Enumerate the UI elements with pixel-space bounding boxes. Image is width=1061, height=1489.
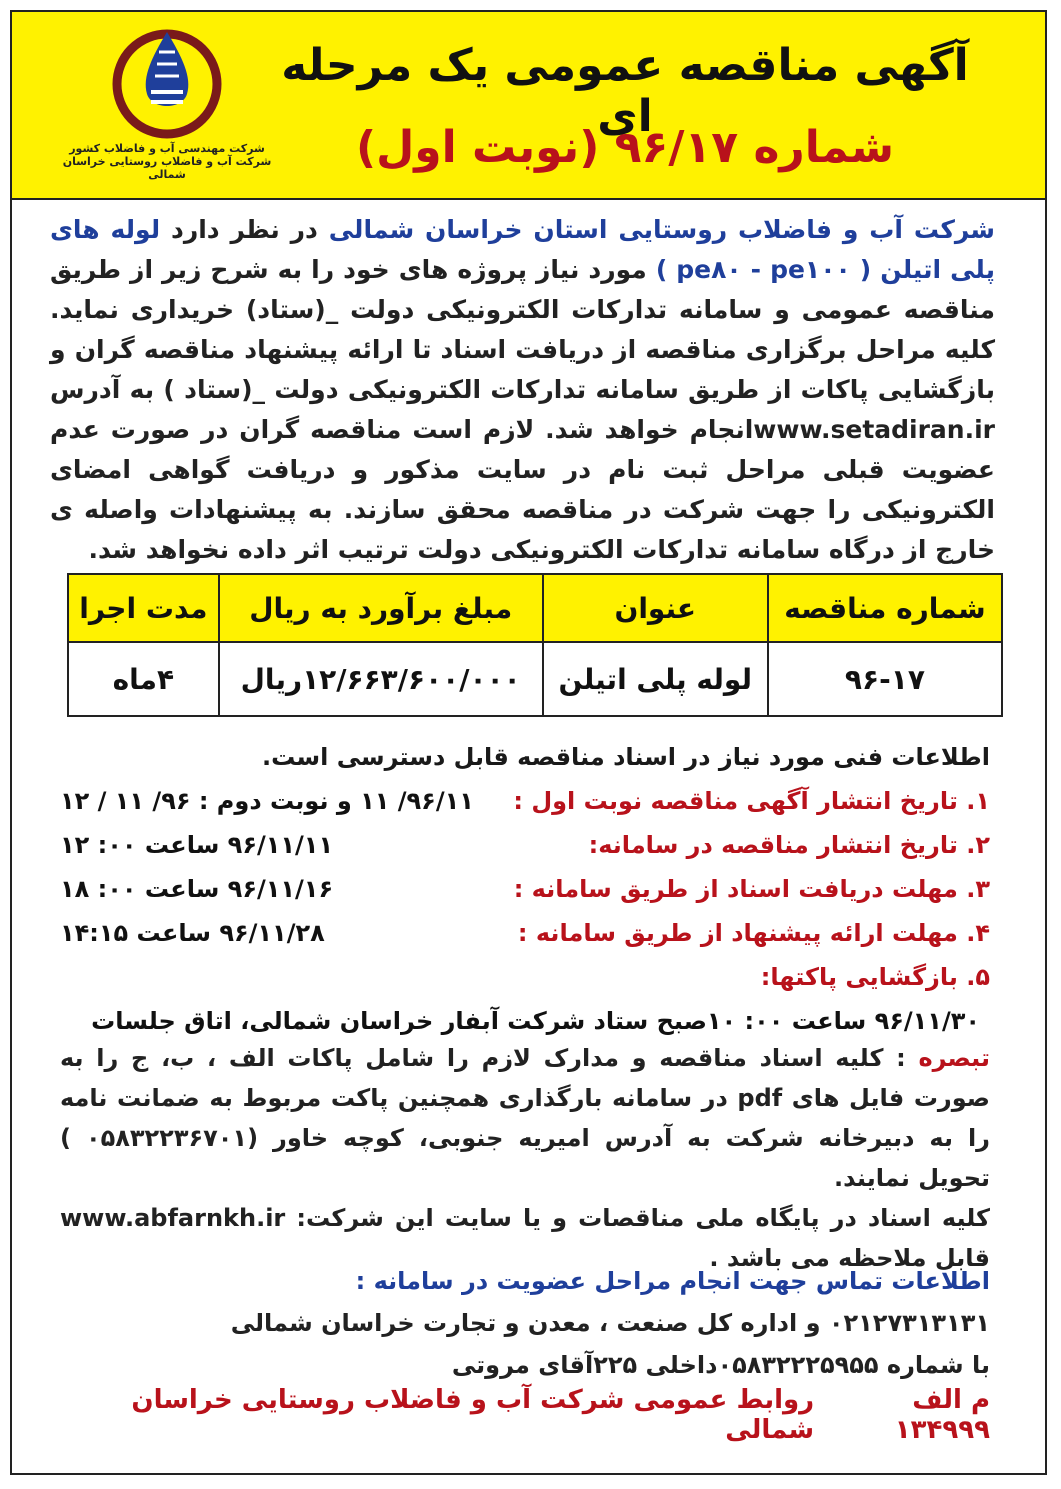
water-drop-logo-icon xyxy=(107,22,227,142)
docs-text: کلیه اسناد در پایگاه ملی مناقصات و یا سایت این شرکت: xyxy=(285,1204,990,1232)
pipe-spec: ( pe۸۰ - pe۱۰۰ ) xyxy=(655,255,872,284)
tech-info-text: اطلاعات فنی مورد نیاز در اسناد مناقصه قابل دسترسی است. xyxy=(262,743,990,771)
cell-tender-number: ۹۶-۱۷ xyxy=(768,642,1002,716)
contacts-section xyxy=(60,1260,990,1386)
contacts-title: اطلاعات تماس جهت انجام مراحل عضویت در سامانه : xyxy=(355,1267,990,1295)
list-item xyxy=(60,911,990,955)
item-label: ۳. مهلت دریافت اسناد از طریق سامانه : xyxy=(513,875,990,903)
item-label: ۱. تاریخ انتشار آگهی مناقصه نوبت اول : xyxy=(513,787,990,815)
list-item xyxy=(60,779,990,823)
item-value: ۹۶/۱۱/۱۶ ساعت ۰۰: ۱۸ xyxy=(60,875,334,903)
header-title: عنوان xyxy=(543,574,768,642)
tender-number-title: شماره ۹۶/۱۷ (نوبت اول) xyxy=(355,122,895,173)
logo-caption-line2: شرکت آب و فاضلاب روستایی خراسان شمالی xyxy=(62,155,272,181)
abfarnkh-link[interactable]: www.abfarnkh.ir xyxy=(60,1204,286,1232)
docs-tail: قابل ملاحظه می باشد . xyxy=(709,1244,990,1272)
header-banner xyxy=(12,12,1045,200)
cell-duration: ۴ماه xyxy=(68,642,219,716)
tabsareh-text: : کلیه اسناد مناقصه و مدارک لازم را شامل پاکات الف ، ب، ج را به صورت فایل های pdf در سامانه بارگذاری همچنین پاکت مربوط به ضمانت نامه را به دبیرخانه شرکت به آدرس امیریه جنوبی، کوچه خاور (۰۵۸۳۲۲۳۶۷۰۱ ) تحویل نمایند. xyxy=(60,1044,990,1192)
company-name: شرکت آب و فاضلاب روستایی استان خراسان شمالی xyxy=(328,215,996,244)
header-tender-number: شماره مناقصه xyxy=(768,574,1002,642)
contacts-line1: ۰۲۱۲۷۳۱۳۱۳۱ و اداره کل صنعت ، معدن و تجارت خراسان شمالی xyxy=(230,1309,990,1337)
contacts-line2: با شماره ۰۵۸۳۲۲۲۵۹۵۵داخلی ۲۲۵آقای مروتی xyxy=(451,1351,990,1379)
intro-part4: انجام خواهد شد. لازم است مناقصه گران در صورت عدم عضویت قبلی مراحل ثبت نام در سایت مذکور و دریافت گواهی امضای الکترونیکی را جهت شرکت در مناقصه محقق سازند. به پیشنهادات واصله ی خارج از درگاه سامانه تدارکات الکترونیکی دولت ترتیب اثر داده نخواهد شد. xyxy=(50,415,995,564)
tabsareh-label: تبصره xyxy=(918,1044,990,1072)
cell-title: لوله پلی اتیلن xyxy=(543,642,768,716)
item-value: ۹۶/۱۱/۱۱ ساعت ۰۰: ۱۲ xyxy=(60,831,334,859)
list-item xyxy=(60,867,990,911)
intro-part3: را به شرح زیر از طریق مناقصه عمومی و سامانه تدارکات الکترونیکی دولت _(ستاد) خریداری نماید. کلیه مراحل برگزاری مناقصه از دریافت اسناد تا ارائه پیشنهاد مناقصه گران و بازگشایی پاکات از طریق سامانه تدارکات الکترونیکی دولت _(ستاد ) به آدرس xyxy=(50,255,995,404)
setadiran-link[interactable]: www.setadiran.ir xyxy=(753,415,995,444)
list-item xyxy=(60,823,990,867)
item-value: ۹۶/۱۱/۲۸ ساعت ۱۴:۱۵ xyxy=(60,919,325,947)
opening-label: ۵. بازگشایی پاکتها: xyxy=(760,963,990,991)
company-logo xyxy=(52,22,282,197)
item-value: ۹۶/۱۱/ ۱۱ و نوبت دوم : ۹۶/ ۱۱ / ۱۲ xyxy=(60,787,474,815)
pipe-name: لوله های پلی اتیلن xyxy=(50,215,995,284)
notes-section xyxy=(60,1038,990,1278)
header-estimate: مبلغ برآورد به ریال xyxy=(219,574,543,642)
table-row xyxy=(68,642,1002,716)
intro-part2: مورد نیاز پروژه های خود xyxy=(334,255,656,284)
ad-code: م الف ۱۳۴۹۹۹ xyxy=(894,1385,990,1445)
schedule-list xyxy=(60,735,990,1043)
header-duration: مدت اجرا xyxy=(68,574,219,642)
page-title: آگهی مناقصه عمومی یک مرحله ای xyxy=(281,40,969,142)
item-label: ۲. تاریخ انتشار مناقصه در سامانه: xyxy=(588,831,990,859)
footer xyxy=(60,1385,990,1445)
cell-estimate: ۱۲/۶۶۳/۶۰۰/۰۰۰ریال xyxy=(219,642,543,716)
logo-caption-line1: شرکت مهندسی آب و فاضلاب کشور xyxy=(69,142,265,155)
table-header-row xyxy=(68,574,1002,642)
intro-paragraph xyxy=(50,210,995,570)
item-label: ۴. مهلت ارائه پیشنهاد از طریق سامانه : xyxy=(517,919,990,947)
tender-table xyxy=(67,573,1003,717)
opening-value: ۹۶/۱۱/۳۰ ساعت ۰۰: ۱۰صبح ستاد شرکت آبفار خراسان شمالی، اتاق جلسات xyxy=(91,1007,980,1035)
intro-part1: در نظر دارد xyxy=(160,215,329,244)
public-relations: روابط عمومی شرکت آب و فاضلاب روستایی خراسان شمالی xyxy=(131,1385,815,1445)
